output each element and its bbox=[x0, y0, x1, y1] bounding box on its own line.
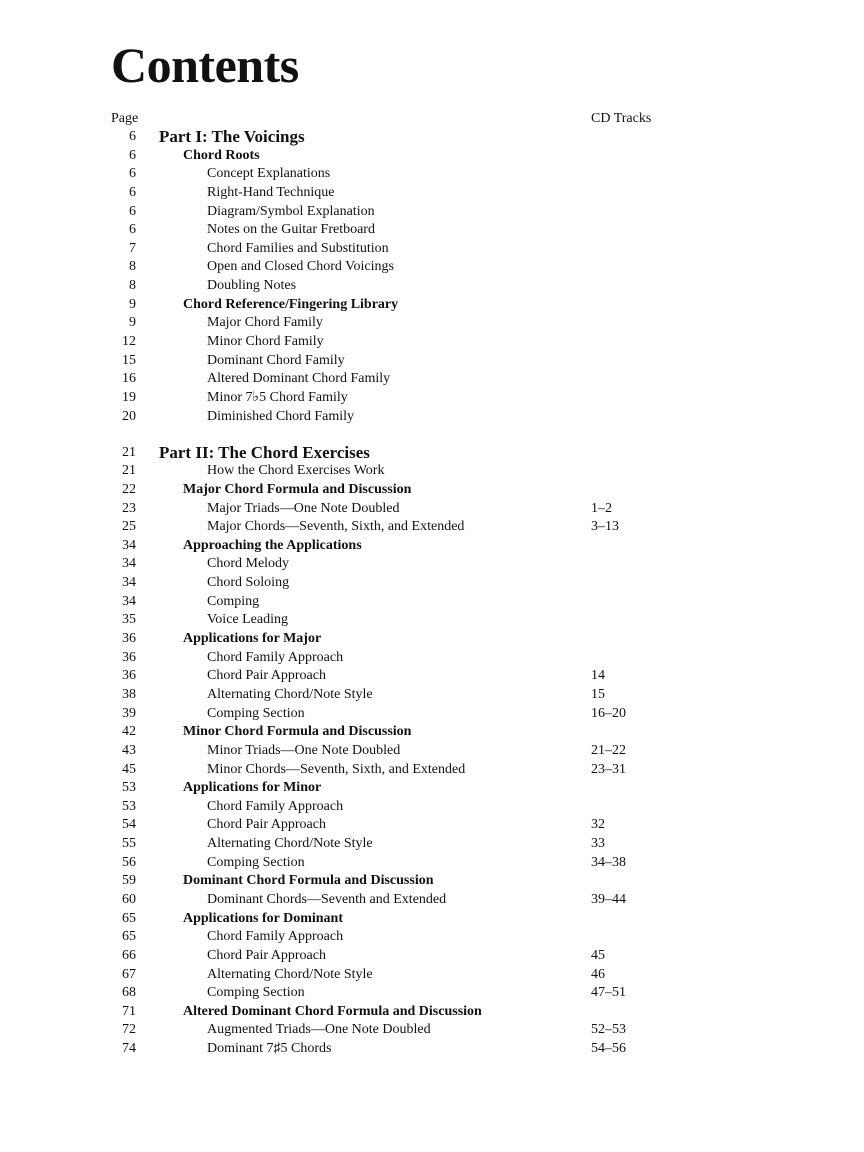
toc-page-number: 34 bbox=[122, 537, 136, 553]
toc-cd-tracks: 21–22 bbox=[591, 742, 626, 758]
toc-cd-tracks: 54–56 bbox=[591, 1041, 626, 1057]
toc-page-number: 22 bbox=[122, 481, 136, 497]
toc-entry-title: Chord Family Approach bbox=[207, 929, 344, 945]
toc-section-entry bbox=[0, 873, 864, 892]
toc-page-number: 21 bbox=[122, 463, 136, 479]
toc-subsection-entry bbox=[0, 277, 864, 296]
toc-subsection-entry bbox=[0, 891, 864, 910]
toc-subsection-entry bbox=[0, 259, 864, 278]
toc-subsection-entry bbox=[0, 408, 864, 427]
toc-subsection-entry bbox=[0, 352, 864, 371]
toc-entry-title: Dominant Chords—Seventh and Extended bbox=[207, 891, 447, 907]
toc-entry-title: Chord Reference/Fingering Library bbox=[183, 296, 399, 312]
toc-section-entry bbox=[0, 780, 864, 799]
toc-subsection-entry bbox=[0, 985, 864, 1004]
toc-page-number: 23 bbox=[122, 500, 136, 516]
toc-part-entry bbox=[0, 443, 864, 463]
toc-subsection-entry bbox=[0, 1022, 864, 1041]
toc-section-entry bbox=[0, 296, 864, 315]
toc-page-number: 60 bbox=[122, 891, 136, 907]
toc-page-number: 9 bbox=[129, 315, 136, 331]
toc-page-number: 53 bbox=[122, 780, 136, 796]
toc-section-entry bbox=[0, 910, 864, 929]
toc-subsection-entry bbox=[0, 835, 864, 854]
toc-entry-title: Chord Family Approach bbox=[207, 649, 344, 665]
toc-subsection-entry bbox=[0, 612, 864, 631]
toc-page-number: 6 bbox=[129, 166, 136, 182]
toc-subsection-entry bbox=[0, 649, 864, 668]
toc-subsection-entry bbox=[0, 966, 864, 985]
toc-cd-tracks: 14 bbox=[591, 668, 605, 684]
toc-subsection-entry bbox=[0, 389, 864, 408]
toc-cd-tracks: 46 bbox=[591, 966, 605, 982]
toc-entry-title: Diagram/Symbol Explanation bbox=[207, 203, 375, 219]
toc-entry-title: Applications for Minor bbox=[183, 780, 322, 796]
toc-section-entry bbox=[0, 481, 864, 500]
toc-cd-tracks: 15 bbox=[591, 686, 605, 702]
toc-cd-tracks: 1–2 bbox=[591, 500, 612, 516]
toc-subsection-entry bbox=[0, 222, 864, 241]
toc-entry-title: Comping Section bbox=[207, 705, 305, 721]
toc-entry-title: Part I: The Voicings bbox=[159, 127, 305, 146]
toc-entry-title: Chord Roots bbox=[183, 147, 260, 163]
toc-entry-title: Voice Leading bbox=[207, 612, 288, 628]
toc-section-entry bbox=[0, 724, 864, 743]
toc-entry-title: Applications for Dominant bbox=[183, 910, 343, 926]
toc-page-number: 42 bbox=[122, 724, 136, 740]
toc-subsection-entry bbox=[0, 686, 864, 705]
toc-cd-tracks: 23–31 bbox=[591, 761, 626, 777]
page-title: Contents bbox=[111, 37, 299, 93]
page-column-header: Page bbox=[111, 111, 139, 126]
toc-page-number: 8 bbox=[129, 259, 136, 275]
toc-page-number: 36 bbox=[122, 649, 136, 665]
toc-subsection-entry bbox=[0, 556, 864, 575]
toc-entry-title: Dominant Chord Family bbox=[207, 352, 345, 368]
toc-entry-title: Augmented Triads—One Note Doubled bbox=[207, 1022, 431, 1038]
toc-entry-title: Alternating Chord/Note Style bbox=[207, 686, 373, 702]
toc-entry-title: Chord Soloing bbox=[207, 575, 290, 591]
toc-page-number: 8 bbox=[129, 278, 136, 294]
toc-page-number: 25 bbox=[122, 519, 136, 535]
toc-entry-title: Chord Pair Approach bbox=[207, 668, 326, 684]
toc-page-number: 65 bbox=[122, 910, 136, 926]
toc-page-number: 71 bbox=[122, 1003, 136, 1019]
toc-entry-title: Doubling Notes bbox=[207, 278, 297, 294]
toc-entry-title: Dominant 7♯5 Chords bbox=[207, 1041, 332, 1057]
toc-page-number: 6 bbox=[129, 184, 136, 200]
toc-page-number: 55 bbox=[122, 836, 136, 852]
toc-entry-title: Alternating Chord/Note Style bbox=[207, 836, 373, 852]
toc-page-number: 56 bbox=[122, 854, 136, 870]
toc-entry-title: Major Triads—One Note Doubled bbox=[207, 500, 400, 516]
toc-subsection-entry bbox=[0, 668, 864, 687]
cd-tracks-column-header: CD Tracks bbox=[591, 111, 652, 126]
toc-page-number: 6 bbox=[129, 203, 136, 219]
toc-entry-title: Major Chords—Seventh, Sixth, and Extended bbox=[207, 519, 465, 535]
toc-entry-title: Chord Family Approach bbox=[207, 798, 344, 814]
toc-page-number: 21 bbox=[122, 444, 136, 460]
toc-page-number: 36 bbox=[122, 631, 136, 647]
toc-subsection-entry bbox=[0, 854, 864, 873]
toc-subsection-entry bbox=[0, 500, 864, 519]
toc-section-entry bbox=[0, 537, 864, 556]
toc-page-number: 67 bbox=[122, 966, 136, 982]
toc-entry-title: Major Chord Formula and Discussion bbox=[183, 481, 412, 497]
toc-page-number: 12 bbox=[122, 334, 136, 350]
toc-cd-tracks: 33 bbox=[591, 836, 605, 852]
toc-page-number: 38 bbox=[122, 686, 136, 702]
toc-page-number: 7 bbox=[129, 240, 136, 256]
toc-section-entry bbox=[0, 630, 864, 649]
toc-page-number: 65 bbox=[122, 929, 136, 945]
toc-page-number: 34 bbox=[122, 556, 136, 572]
toc-entry-title: Chord Pair Approach bbox=[207, 817, 326, 833]
toc-subsection-entry bbox=[0, 184, 864, 203]
toc-subsection-entry bbox=[0, 817, 864, 836]
toc-page-number: 53 bbox=[122, 798, 136, 814]
toc-page-number: 39 bbox=[122, 705, 136, 721]
toc-subsection-entry bbox=[0, 1040, 864, 1059]
toc-page-number: 34 bbox=[122, 575, 136, 591]
toc-entry-title: Minor Chords—Seventh, Sixth, and Extended bbox=[207, 761, 466, 777]
toc-page-number: 72 bbox=[122, 1022, 136, 1038]
toc-part-entry bbox=[0, 127, 864, 147]
toc-page-number: 20 bbox=[122, 408, 136, 424]
toc-page-number: 6 bbox=[129, 147, 136, 163]
toc-page-number: 6 bbox=[129, 129, 136, 144]
toc-entry-title: Approaching the Applications bbox=[183, 537, 362, 553]
toc-subsection-entry bbox=[0, 742, 864, 761]
toc-entry-title: Minor 7♭5 Chord Family bbox=[207, 389, 348, 405]
toc-page-number: 45 bbox=[122, 761, 136, 777]
toc-entry-title: Altered Dominant Chord Family bbox=[207, 371, 391, 387]
toc-cd-tracks: 45 bbox=[591, 947, 605, 963]
toc-cd-tracks: 34–38 bbox=[591, 854, 626, 870]
toc-page-number: 16 bbox=[122, 371, 136, 387]
toc-cd-tracks: 52–53 bbox=[591, 1022, 626, 1038]
toc-entry-title: Diminished Chord Family bbox=[207, 408, 354, 424]
toc-subsection-entry bbox=[0, 574, 864, 593]
toc-subsection-entry bbox=[0, 519, 864, 538]
toc-section-entry bbox=[0, 147, 864, 166]
toc-subsection-entry bbox=[0, 705, 864, 724]
toc-cd-tracks: 39–44 bbox=[591, 891, 626, 907]
toc-page-number: 74 bbox=[122, 1041, 136, 1057]
toc-section-entry bbox=[0, 1003, 864, 1022]
toc-cd-tracks: 3–13 bbox=[591, 519, 619, 535]
toc-entry-title: Chord Pair Approach bbox=[207, 947, 326, 963]
toc-page-number: 68 bbox=[122, 985, 136, 1001]
toc-entry-title: Minor Triads—One Note Doubled bbox=[207, 742, 401, 758]
toc-entry-title: Comping Section bbox=[207, 985, 305, 1001]
toc-subsection-entry bbox=[0, 315, 864, 334]
toc-entry-title: Chord Families and Substitution bbox=[207, 240, 389, 256]
toc-subsection-entry bbox=[0, 798, 864, 817]
toc-cd-tracks: 32 bbox=[591, 817, 605, 833]
toc-page-number: 59 bbox=[122, 873, 136, 889]
toc-subsection-entry bbox=[0, 166, 864, 185]
toc-entry-title: Alternating Chord/Note Style bbox=[207, 966, 373, 982]
toc-subsection-entry bbox=[0, 203, 864, 222]
toc-entry-title: How the Chord Exercises Work bbox=[207, 463, 385, 479]
toc-cd-tracks: 16–20 bbox=[591, 705, 626, 721]
toc-cd-tracks: 47–51 bbox=[591, 985, 626, 1001]
table-of-contents bbox=[0, 127, 864, 1059]
toc-entry-title: Major Chord Family bbox=[207, 315, 323, 331]
toc-page-number: 66 bbox=[122, 947, 136, 963]
toc-entry-title: Comping Section bbox=[207, 854, 305, 870]
toc-subsection-entry bbox=[0, 593, 864, 612]
toc-entry-title: Altered Dominant Chord Formula and Discussion bbox=[183, 1003, 482, 1019]
toc-entry-title: Part II: The Chord Exercises bbox=[159, 442, 370, 462]
toc-entry-title: Chord Melody bbox=[207, 556, 290, 572]
toc-subsection-entry bbox=[0, 761, 864, 780]
toc-page-number: 9 bbox=[129, 296, 136, 312]
toc-page-number: 36 bbox=[122, 668, 136, 684]
toc-entry-title: Right-Hand Technique bbox=[207, 184, 335, 200]
toc-subsection-entry bbox=[0, 371, 864, 390]
toc-page-number: 35 bbox=[122, 612, 136, 628]
toc-entry-title: Applications for Major bbox=[183, 631, 322, 647]
toc-entry-title: Open and Closed Chord Voicings bbox=[207, 259, 394, 275]
toc-subsection-entry bbox=[0, 947, 864, 966]
toc-entry-title: Minor Chord Formula and Discussion bbox=[183, 724, 412, 740]
toc-page-number: 43 bbox=[122, 742, 136, 758]
toc-entry-title: Minor Chord Family bbox=[207, 334, 324, 350]
toc-entry-title: Concept Explanations bbox=[207, 166, 331, 182]
toc-page-number: 6 bbox=[129, 222, 136, 238]
toc-entry-title: Comping bbox=[207, 593, 260, 609]
toc-subsection-entry bbox=[0, 463, 864, 482]
toc-page-number: 34 bbox=[122, 593, 136, 609]
toc-entry-title: Dominant Chord Formula and Discussion bbox=[183, 873, 434, 889]
toc-subsection-entry bbox=[0, 929, 864, 948]
toc-entry-title: Notes on the Guitar Fretboard bbox=[207, 222, 375, 238]
toc-subsection-entry bbox=[0, 333, 864, 352]
toc-page-number: 19 bbox=[122, 389, 136, 405]
toc-subsection-entry bbox=[0, 240, 864, 259]
toc-page-number: 15 bbox=[122, 352, 136, 368]
toc-page-number: 54 bbox=[122, 817, 136, 833]
